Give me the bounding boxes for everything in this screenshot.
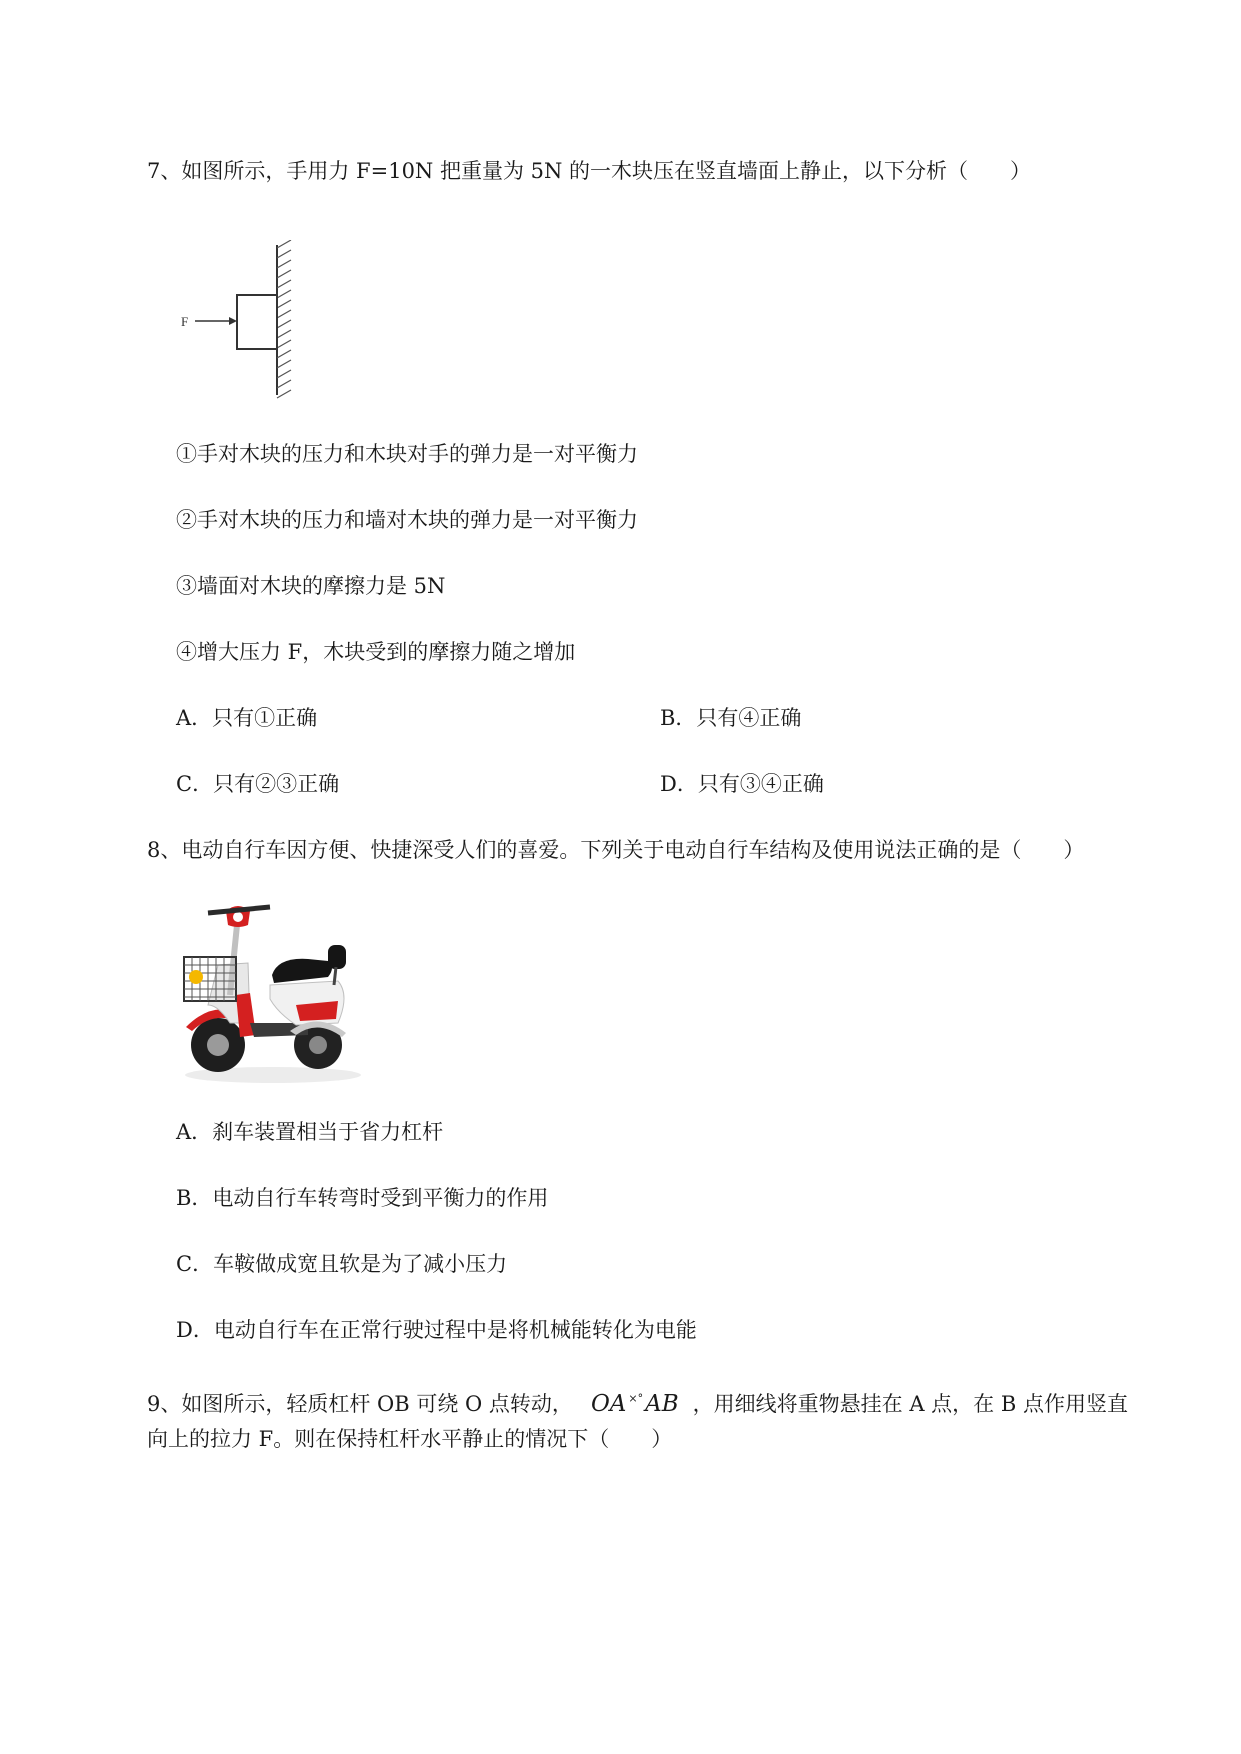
q8-option-a: A．刹车装置相当于省力杠杆 (176, 1120, 444, 1144)
q8-stem: 8、电动自行车因方便、快捷深受人们的喜爱。下列关于电动自行车结构及使用说法正确的是（ ） (147, 838, 1085, 862)
q7-statement-4: ④增大压力 F，木块受到的摩擦力随之增加 (176, 640, 576, 664)
q7-statement-3: ③墙面对木块的摩擦力是 5N (176, 574, 446, 598)
formula-right: AB (645, 1391, 679, 1417)
q9-stem-part-2: ，用细线将重物悬挂在 A 点，在 B 点作用竖直 (692, 1392, 1128, 1416)
wall-hatching (277, 240, 291, 398)
q9-formula (591, 1391, 679, 1417)
q8-option-c: C．车鞍做成宽且软是为了减小压力 (176, 1252, 508, 1276)
q7-option-b: B．只有④正确 (660, 706, 802, 730)
q7-statement-1: ①手对木块的压力和木块对手的弹力是一对平衡力 (176, 442, 638, 466)
force-label: F (181, 314, 189, 329)
q8-option-d: D．电动自行车在正常行驶过程中是将机械能转化为电能 (176, 1318, 697, 1342)
formula-left: OA (590, 1391, 627, 1417)
q7-option-a: A．只有①正确 (176, 706, 318, 730)
q9-stem-line-2: 向上的拉力 F。则在保持杠杆水平静止的情况下（ ） (147, 1427, 673, 1451)
q9-stem-part-1: 9、如图所示，轻质杠杆 OB 可绕 O 点转动， (147, 1392, 573, 1416)
wood-block (237, 295, 277, 349)
q9-stem-line-1 (147, 1385, 1128, 1418)
electric-scooter-icon (178, 895, 368, 1090)
q7-force-diagram (175, 240, 305, 400)
q7-statement-2: ②手对木块的压力和墙对木块的弹力是一对平衡力 (176, 508, 638, 532)
force-arrow-head (229, 317, 237, 325)
q8-option-b: B．电动自行车转弯时受到平衡力的作用 (176, 1186, 549, 1210)
q7-option-d: D．只有③④正确 (660, 772, 824, 796)
q7-option-c: C．只有②③正确 (176, 772, 340, 796)
q7-stem: 7、如图所示，手用力 F=10N 把重量为 5N 的一木块压在竖直墙面上静止，以下分析（ ） (147, 159, 1032, 183)
formula-mid: ×° (628, 1392, 644, 1405)
